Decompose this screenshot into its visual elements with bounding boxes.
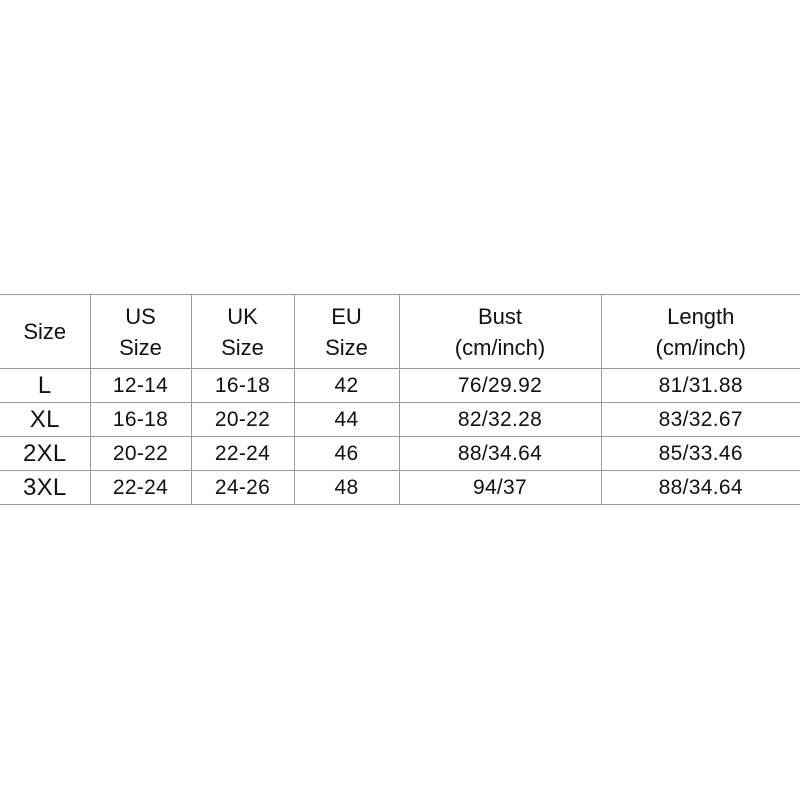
cell-us-size: 22-24: [90, 471, 191, 505]
cell-uk-size: 20-22: [191, 403, 294, 437]
header-eu-line1: EU: [331, 303, 362, 329]
table-header: [0, 295, 800, 369]
header-row: [0, 295, 800, 369]
cell-bust: 82/32.28: [399, 403, 601, 437]
cell-us-size: 12-14: [90, 369, 191, 403]
header-length-line1: Length: [667, 303, 735, 329]
table-row: [0, 403, 800, 437]
cell-eu-size: 42: [294, 369, 399, 403]
cell-size: 3XL: [0, 471, 90, 505]
cell-eu-size: 48: [294, 471, 399, 505]
cell-uk-size: 16-18: [191, 369, 294, 403]
cell-uk-size: 24-26: [191, 471, 294, 505]
cell-eu-size: 44: [294, 403, 399, 437]
header-eu-size: [294, 295, 399, 369]
cell-size: XL: [0, 403, 90, 437]
table-row: [0, 437, 800, 471]
cell-size: L: [0, 369, 90, 403]
header-length-line2: (cm/inch): [655, 334, 746, 360]
header-uk-size: [191, 295, 294, 369]
header-uk-line1: UK: [227, 303, 258, 329]
header-bust-line2: (cm/inch): [454, 334, 546, 360]
table-row: [0, 471, 800, 505]
header-length: [601, 295, 800, 369]
size-chart-table: [0, 294, 800, 505]
table-row: [0, 369, 800, 403]
cell-size: 2XL: [0, 437, 90, 471]
header-us-size: [90, 295, 191, 369]
cell-bust: 94/37: [399, 471, 601, 505]
cell-us-size: 16-18: [90, 403, 191, 437]
header-size-label: Size: [23, 319, 67, 344]
cell-us-size: 20-22: [90, 437, 191, 471]
header-bust-line1: Bust: [477, 303, 523, 329]
header-uk-line2: Size: [221, 334, 264, 360]
table-body: [0, 369, 800, 505]
header-us-line2: Size: [119, 334, 162, 360]
cell-length: 83/32.67: [601, 403, 800, 437]
cell-length: 88/34.64: [601, 471, 800, 505]
cell-length: 81/31.88: [601, 369, 800, 403]
header-bust: [399, 295, 601, 369]
header-size: [0, 295, 90, 369]
cell-uk-size: 22-24: [191, 437, 294, 471]
cell-length: 85/33.46: [601, 437, 800, 471]
cell-bust: 76/29.92: [399, 369, 601, 403]
cell-eu-size: 46: [294, 437, 399, 471]
header-us-line1: US: [125, 303, 156, 329]
cell-bust: 88/34.64: [399, 437, 601, 471]
header-eu-line2: Size: [325, 334, 368, 360]
